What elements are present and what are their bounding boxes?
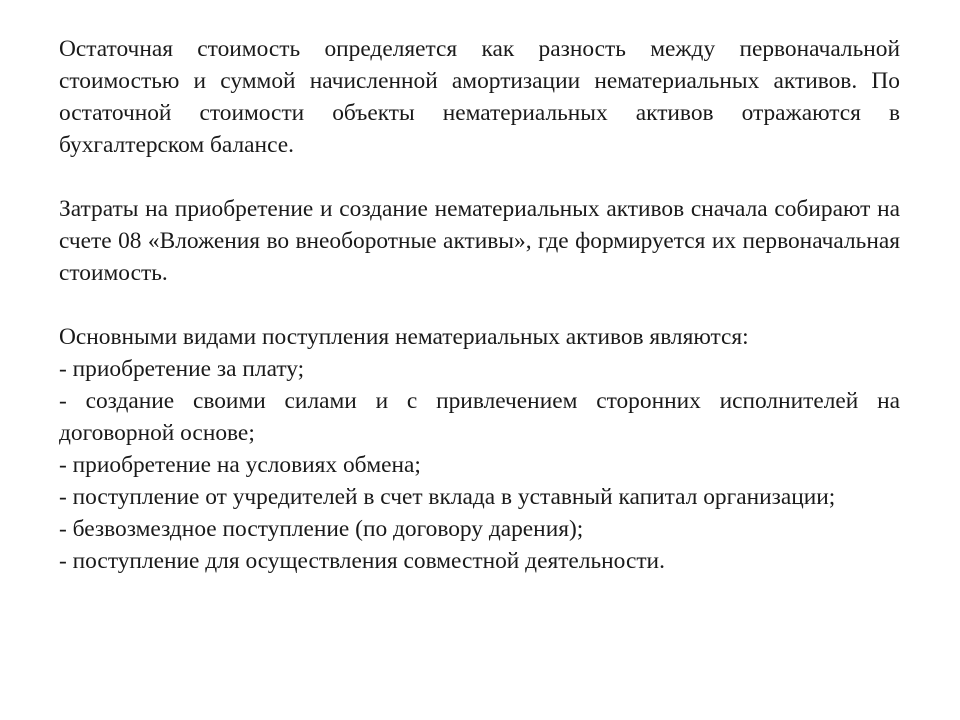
list-item: - поступление для осуществления совместной деятельности.	[59, 548, 665, 574]
list-item: - приобретение на условиях обмена;	[59, 452, 421, 478]
paragraph-acquisition-costs: Затраты на приобретение и создание нематериальных активов сначала собирают на счете 08 «Вложения во внеоборотные активы», где формируется их первоначальная стоимость.	[59, 196, 900, 286]
list-item: - приобретение за плату;	[59, 356, 305, 382]
paragraph-gap	[59, 289, 900, 321]
slide-content	[59, 33, 900, 577]
list-heading: Основными видами поступления нематериальных активов являются:	[59, 324, 749, 350]
paragraph-gap	[59, 161, 900, 193]
list-item: - поступление от учредителей в счет вклада в уставный капитал организации;	[59, 484, 836, 510]
paragraph-residual-value: Остаточная стоимость определяется как разность между первоначальной стоимостью и суммой начисленной амортизации нематериальных активов. По остаточной стоимости объекты нематериальных активов отражаются в бухгалтерском балансе.	[59, 36, 900, 158]
list-item: - безвозмездное поступление (по договору дарения);	[59, 516, 584, 542]
list-item: - создание своими силами и с привлечением сторонних исполнителей на договорной основе;	[59, 388, 900, 446]
